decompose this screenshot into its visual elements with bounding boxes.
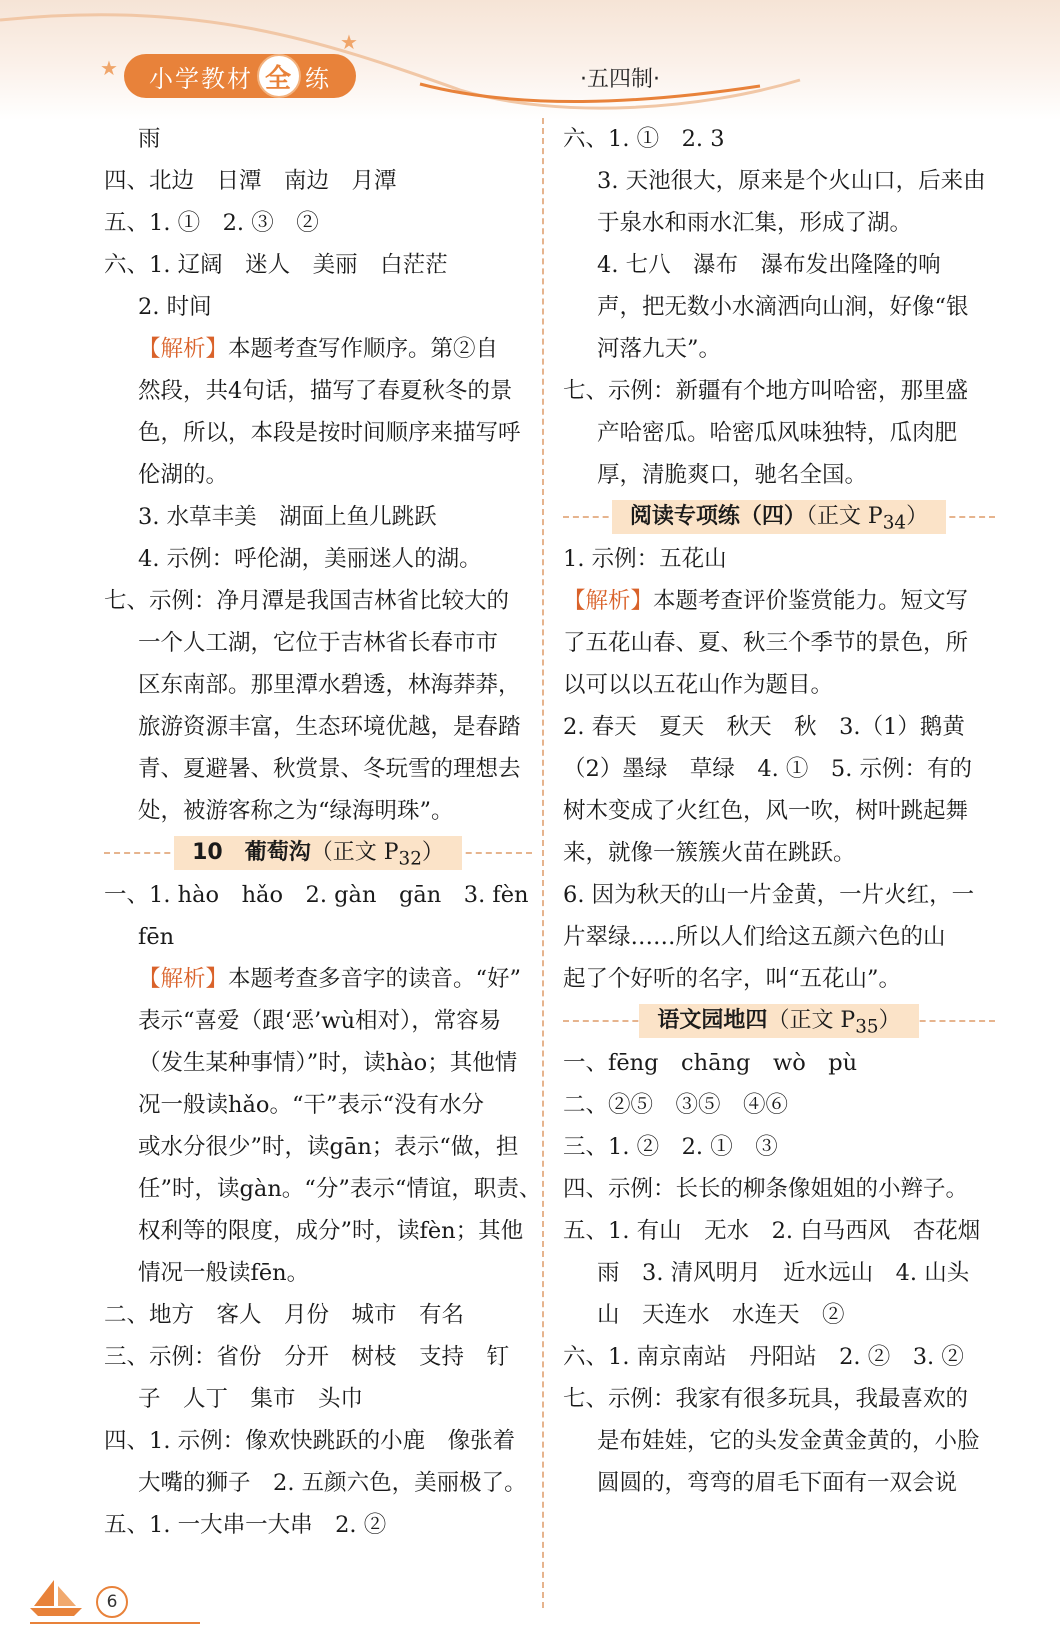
answer-line: 树木变成了火红色，风一吹，树叶跳起舞 (563, 798, 969, 824)
answer-line: 来，就像一簇簇火苗在跳跃。 (563, 840, 856, 866)
answer-line: 2. 时间 (138, 294, 212, 320)
answer-line: 子 人丁 集市 头巾 (138, 1386, 364, 1412)
section-ref-page: 35 (855, 1016, 879, 1038)
answer-line: 于泉水和雨水汇集，形成了湖。 (597, 210, 913, 236)
answer-line: 六、1. 南京南站 丹阳站 2. ② 3. ② (563, 1344, 964, 1370)
answer-line: 大嘴的狮子 2. 五颜六色，美丽极了。 (138, 1470, 527, 1496)
answer-line: （2）墨绿 草绿 4. ① 5. 示例：有的 (563, 756, 973, 782)
section-title-box (174, 836, 462, 870)
section-ref: （正文 P (805, 504, 883, 529)
answer-line: 二、地方 客人 月份 城市 有名 (104, 1302, 465, 1328)
answer-line: 3. 水草丰美 湖面上鱼儿跳跃 (138, 504, 437, 530)
section-ref-end: ） (421, 840, 444, 865)
answer-line: 青、夏避暑、秋赏景、冬玩雪的理想去 (138, 756, 521, 782)
answer-line: 4. 示例：呼伦湖，美丽迷人的湖。 (138, 546, 482, 572)
section-ref: （正文 P (310, 840, 399, 865)
answer-line: 五、1. 有山 无水 2. 白马西风 杏花烟 (563, 1218, 981, 1244)
right-column (563, 118, 995, 1504)
brand-logo (124, 54, 356, 98)
analysis-tag: 【解析】 (138, 336, 229, 362)
section-title-box (639, 1004, 918, 1038)
answer-line: 七、示例：净月潭是我国吉林省比较大的 (104, 588, 510, 614)
answer-line: 旅游资源丰富，生态环境优越，是春踏 (138, 714, 521, 740)
answer-line: 色，所以，本段是按时间顺序来描写呼 (138, 420, 521, 446)
section-ref-page: 34 (882, 512, 907, 534)
answer-line: 山 天连水 水连天 ② (597, 1302, 845, 1328)
page-number: 6 (96, 1586, 128, 1618)
answer-line: 6. 因为秋天的山一片金黄，一片火红，一 (563, 882, 975, 908)
analysis-tag: 【解析】 (138, 966, 229, 992)
answer-line: 区东南部。那里潭水碧透，林海莽莽， (138, 672, 521, 698)
edition-label: ·五四制· (580, 67, 660, 92)
answer-line: 权利等的限度，成分”时，读fèn；其他 (138, 1218, 524, 1244)
analysis-text: 本题考查写作顺序。第②自 (228, 336, 499, 362)
section-title-box (612, 500, 946, 534)
answer-line: 产哈密瓜。哈密瓜风味独特，瓜肉肥 (597, 420, 958, 446)
answer-line: 片翠绿……所以人们给这五颜六色的山 (563, 924, 946, 950)
answer-line: 三、1. ② 2. ① ③ (563, 1134, 778, 1160)
section-heading (104, 832, 532, 874)
answer-line: 五、1. 一大串一大串 2. ② (104, 1512, 387, 1538)
answer-line: 七、示例：我家有很多玩具，我最喜欢的 (563, 1386, 969, 1412)
section-ref-end: ） (878, 1008, 901, 1033)
answer-line: 情况一般读fēn。 (138, 1260, 310, 1286)
section-ref: （正文 P (767, 1008, 856, 1033)
star-icon: ★ (340, 30, 358, 54)
answer-line: 或水分很少”时，读gān；表示“做，担 (138, 1134, 519, 1160)
brand-left-text: 小学教材 (149, 64, 253, 93)
answer-line: （发生某种事情）”时，读hào；其他情 (138, 1050, 518, 1076)
answer-line: 3. 天池很大，原来是个火山口，后来由 (597, 168, 986, 194)
analysis-tag: 【解析】 (563, 588, 654, 614)
answer-line: 六、1. 辽阔 迷人 美丽 白茫茫 (104, 252, 448, 278)
brand-circle-text: 全 (257, 54, 301, 98)
section-ref-end: ） (906, 504, 929, 529)
brand-right-text: 练 (305, 64, 331, 93)
section-heading (563, 1000, 995, 1042)
answer-line: 声，把无数小水滴洒向山涧，好像“银 (597, 294, 969, 320)
answer-line: 2. 春天 夏天 秋天 秋 3.（1）鹅黄 (563, 714, 965, 740)
section-ref-page: 32 (398, 848, 422, 870)
left-column (104, 118, 542, 1546)
section-title: 语文园地四 (657, 1008, 768, 1033)
answer-line: 圆圆的，弯弯的眉毛下面有一双会说 (597, 1470, 958, 1496)
answer-line: 一、1. hào hǎo 2. gàn gān 3. fèn (104, 882, 529, 908)
answer-line: 三、示例：省份 分开 树枝 支持 钉 (104, 1344, 510, 1370)
answer-line: 以可以以五花山作为题目。 (563, 672, 834, 698)
answer-line: 4. 七八 瀑布 瀑布发出隆隆的响 (597, 252, 941, 278)
answer-line: 了五花山春、夏、秋三个季节的景色，所 (563, 630, 969, 656)
section-title: 10 葡萄沟 (192, 840, 311, 865)
answer-line: 任”时，读gàn。“分”表示“情谊，职责、 (138, 1176, 542, 1202)
answer-line: 七、示例：新疆有个地方叫哈密，那里盛 (563, 378, 969, 404)
answer-line: 起了个好听的名字，叫“五花山”。 (563, 966, 902, 992)
section-heading (563, 496, 995, 538)
answer-line: 雨 (138, 126, 161, 152)
answer-line: 雨 3. 清风明月 近水远山 4. 山头 (597, 1260, 970, 1286)
star-icon: ★ (100, 56, 118, 80)
answer-line: 四、示例：长长的柳条像姐姐的小辫子。 (563, 1176, 969, 1202)
answer-line: 厚，清脆爽口，驰名全国。 (597, 462, 868, 488)
answer-line: fēn (138, 924, 175, 950)
column-divider (542, 118, 544, 1608)
answer-line: 1. 示例：五花山 (563, 546, 727, 572)
analysis-text: 本题考查评价鉴赏能力。短文写 (653, 588, 969, 614)
analysis-line (104, 958, 532, 1000)
answer-line: 一、fēng chāng wò pù (563, 1050, 858, 1076)
answer-line: 况一般读hǎo。“干”表示“没有水分 (138, 1092, 484, 1118)
answer-line: 四、1. 示例：像欢快跳跃的小鹿 像张着 (104, 1428, 516, 1454)
answer-line: 然段，共4句话，描写了春夏秋冬的景 (138, 378, 513, 404)
sailboat-icon (24, 1576, 88, 1620)
answer-line: 一个人工湖，它位于吉林省长春市市 (138, 630, 499, 656)
answer-line: 处，被游客称之为“绿海明珠”。 (138, 798, 454, 824)
analysis-line (563, 580, 995, 622)
footer-rule (30, 1622, 200, 1624)
answer-line: 伦湖的。 (138, 462, 229, 488)
analysis-text: 本题考查多音字的读音。“好” (228, 966, 522, 992)
answer-line: 二、②⑤ ③⑤ ④⑥ (563, 1092, 789, 1118)
answer-line: 四、北边 日潭 南边 月潭 (104, 168, 397, 194)
answer-line: 表示“喜爱（跟‘恶’wù相对），常容易 (138, 1008, 502, 1034)
answer-line: 河落九天”。 (597, 336, 722, 362)
answer-line: 是布娃娃，它的头发金黄金黄的，小脸 (597, 1428, 980, 1454)
section-title: 阅读专项练（四） (629, 504, 806, 529)
answer-line: 五、1. ① 2. ③ ② (104, 210, 319, 236)
analysis-line (104, 328, 532, 370)
answer-line: 六、1. ① 2. 3 (563, 126, 725, 152)
